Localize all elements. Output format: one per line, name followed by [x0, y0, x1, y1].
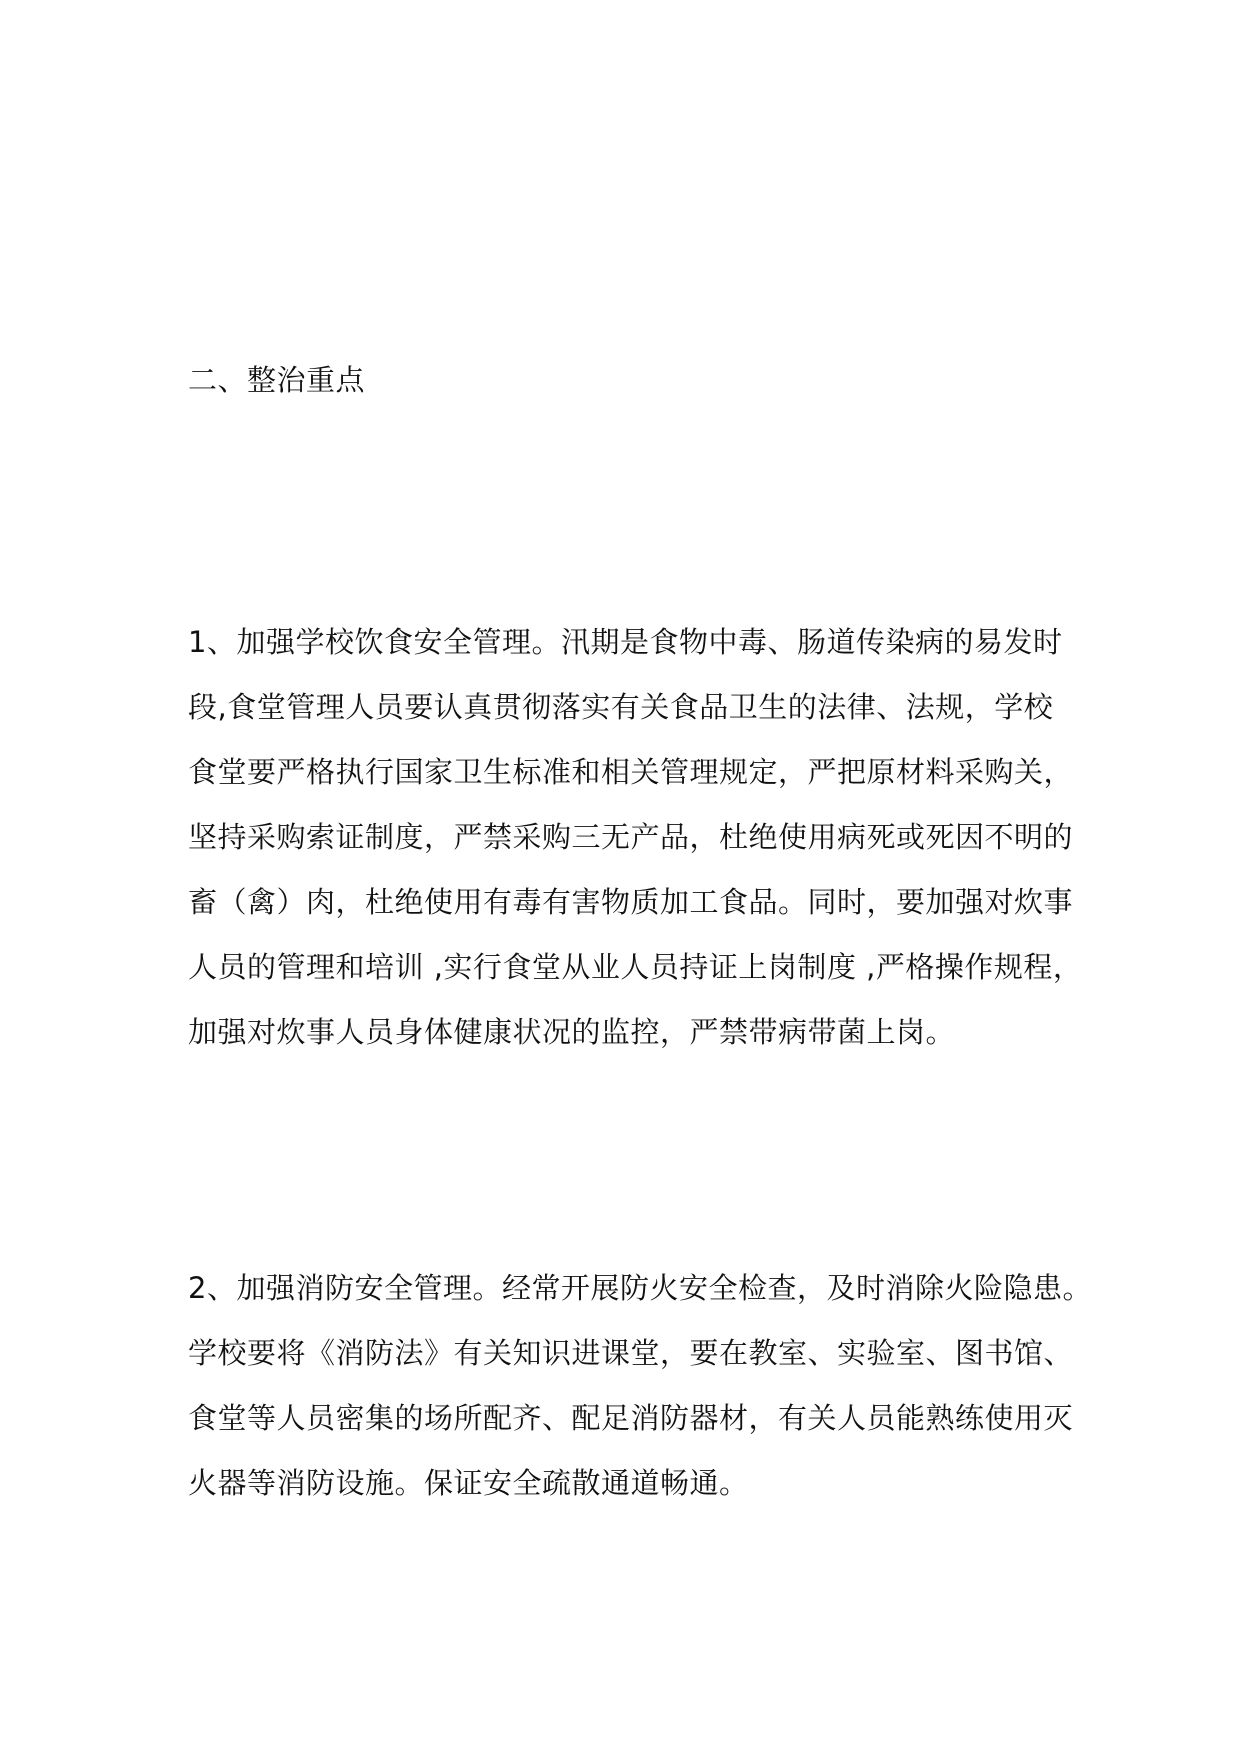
paragraph-line: 食堂等人员密集的场所配齐、配足消防器材，有关人员能熟练使用灭: [188, 1401, 1074, 1435]
paragraph-line: 段,食堂管理人员要认真贯彻落实有关食品卫生的法律、法规，学校: [188, 690, 1054, 724]
paragraph-line: 加强对炊事人员身体健康状况的监控，严禁带病带菌上岗。: [188, 1015, 956, 1049]
paragraph-line: 2、加强消防安全管理。经常开展防火安全检查，及时消除火险隐患。: [188, 1271, 1092, 1305]
paragraph-line: 火器等消防设施。保证安全疏散通道畅通。: [188, 1466, 749, 1500]
paragraph-fire-safety: [188, 1256, 1092, 1516]
paragraph-line: 坚持采购索证制度，严禁采购三无产品，杜绝使用病死或死因不明的: [188, 820, 1074, 854]
paragraph-line: 人员的管理和培训 ,实行食堂从业人员持证上岗制度 ,严格操作规程，: [188, 950, 1083, 984]
paragraph-line: 畜（禽）肉，杜绝使用有毒有害物质加工食品。同时，要加强对炊事: [188, 885, 1074, 919]
paragraph-food-safety: [188, 610, 1088, 1065]
section-heading: 二、整治重点: [188, 363, 366, 397]
paragraph-line: 1、加强学校饮食安全管理。汛期是食物中毒、肠道传染病的易发时: [188, 625, 1063, 659]
paragraph-line: 学校要将《消防法》有关知识进课堂，要在教室、实验室、图书馆、: [188, 1336, 1074, 1370]
paragraph-line: 食堂要严格执行国家卫生标准和相关管理规定，严把原材料采购关，: [188, 755, 1074, 789]
